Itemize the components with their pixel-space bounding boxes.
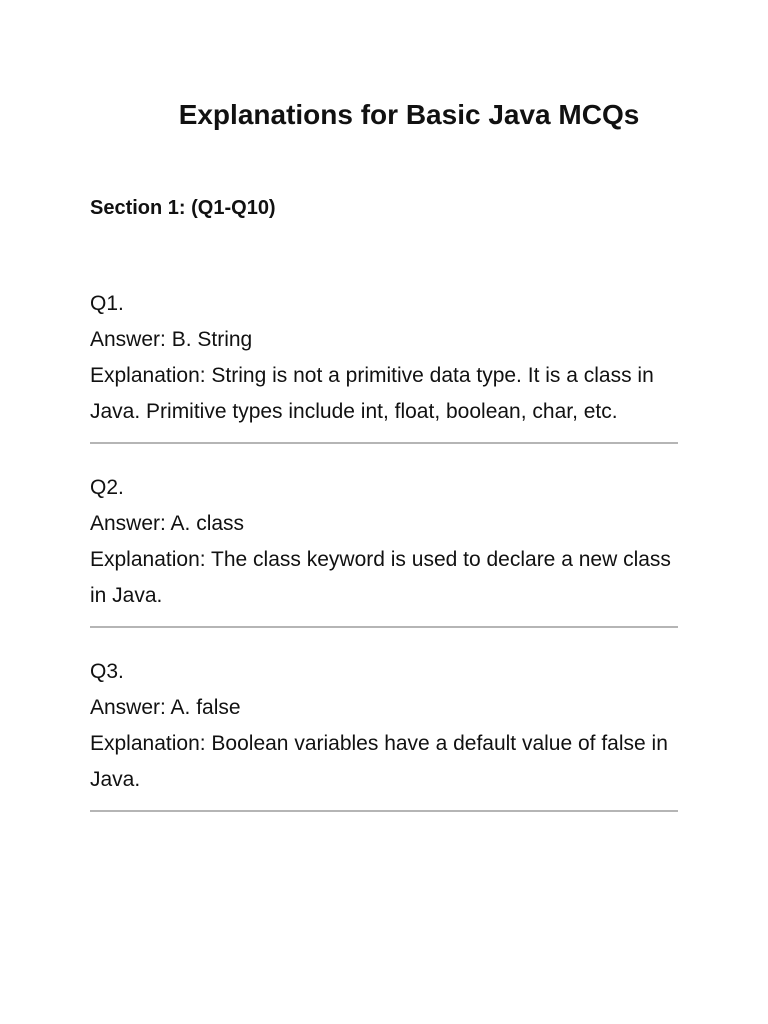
question-number: Q3. [90,660,124,683]
question-answer: Answer: A. false [90,696,241,719]
question-answer: Answer: B. String [90,328,253,351]
question-item-3 [90,654,678,798]
question-explanation: Explanation: Boolean variables have a default value of false in Java. [90,732,668,791]
question-divider [90,626,678,628]
document-title: Explanations for Basic Java MCQs [178,99,640,130]
question-list [90,286,678,812]
section-heading: Section 1: (Q1-Q10) [90,197,276,219]
question-number: Q2. [90,476,124,499]
question-explanation: Explanation: String is not a primitive data type. It is a class in Java. Primitive types include int, float, boolean, char, etc. [90,364,654,423]
question-divider [90,810,678,812]
question-answer: Answer: A. class [90,512,245,535]
question-number: Q1. [90,292,124,315]
question-item-2 [90,470,678,614]
question-item-1 [90,286,678,430]
question-divider [90,442,678,444]
question-explanation: Explanation: The class keyword is used to declare a new class in Java. [90,548,671,607]
